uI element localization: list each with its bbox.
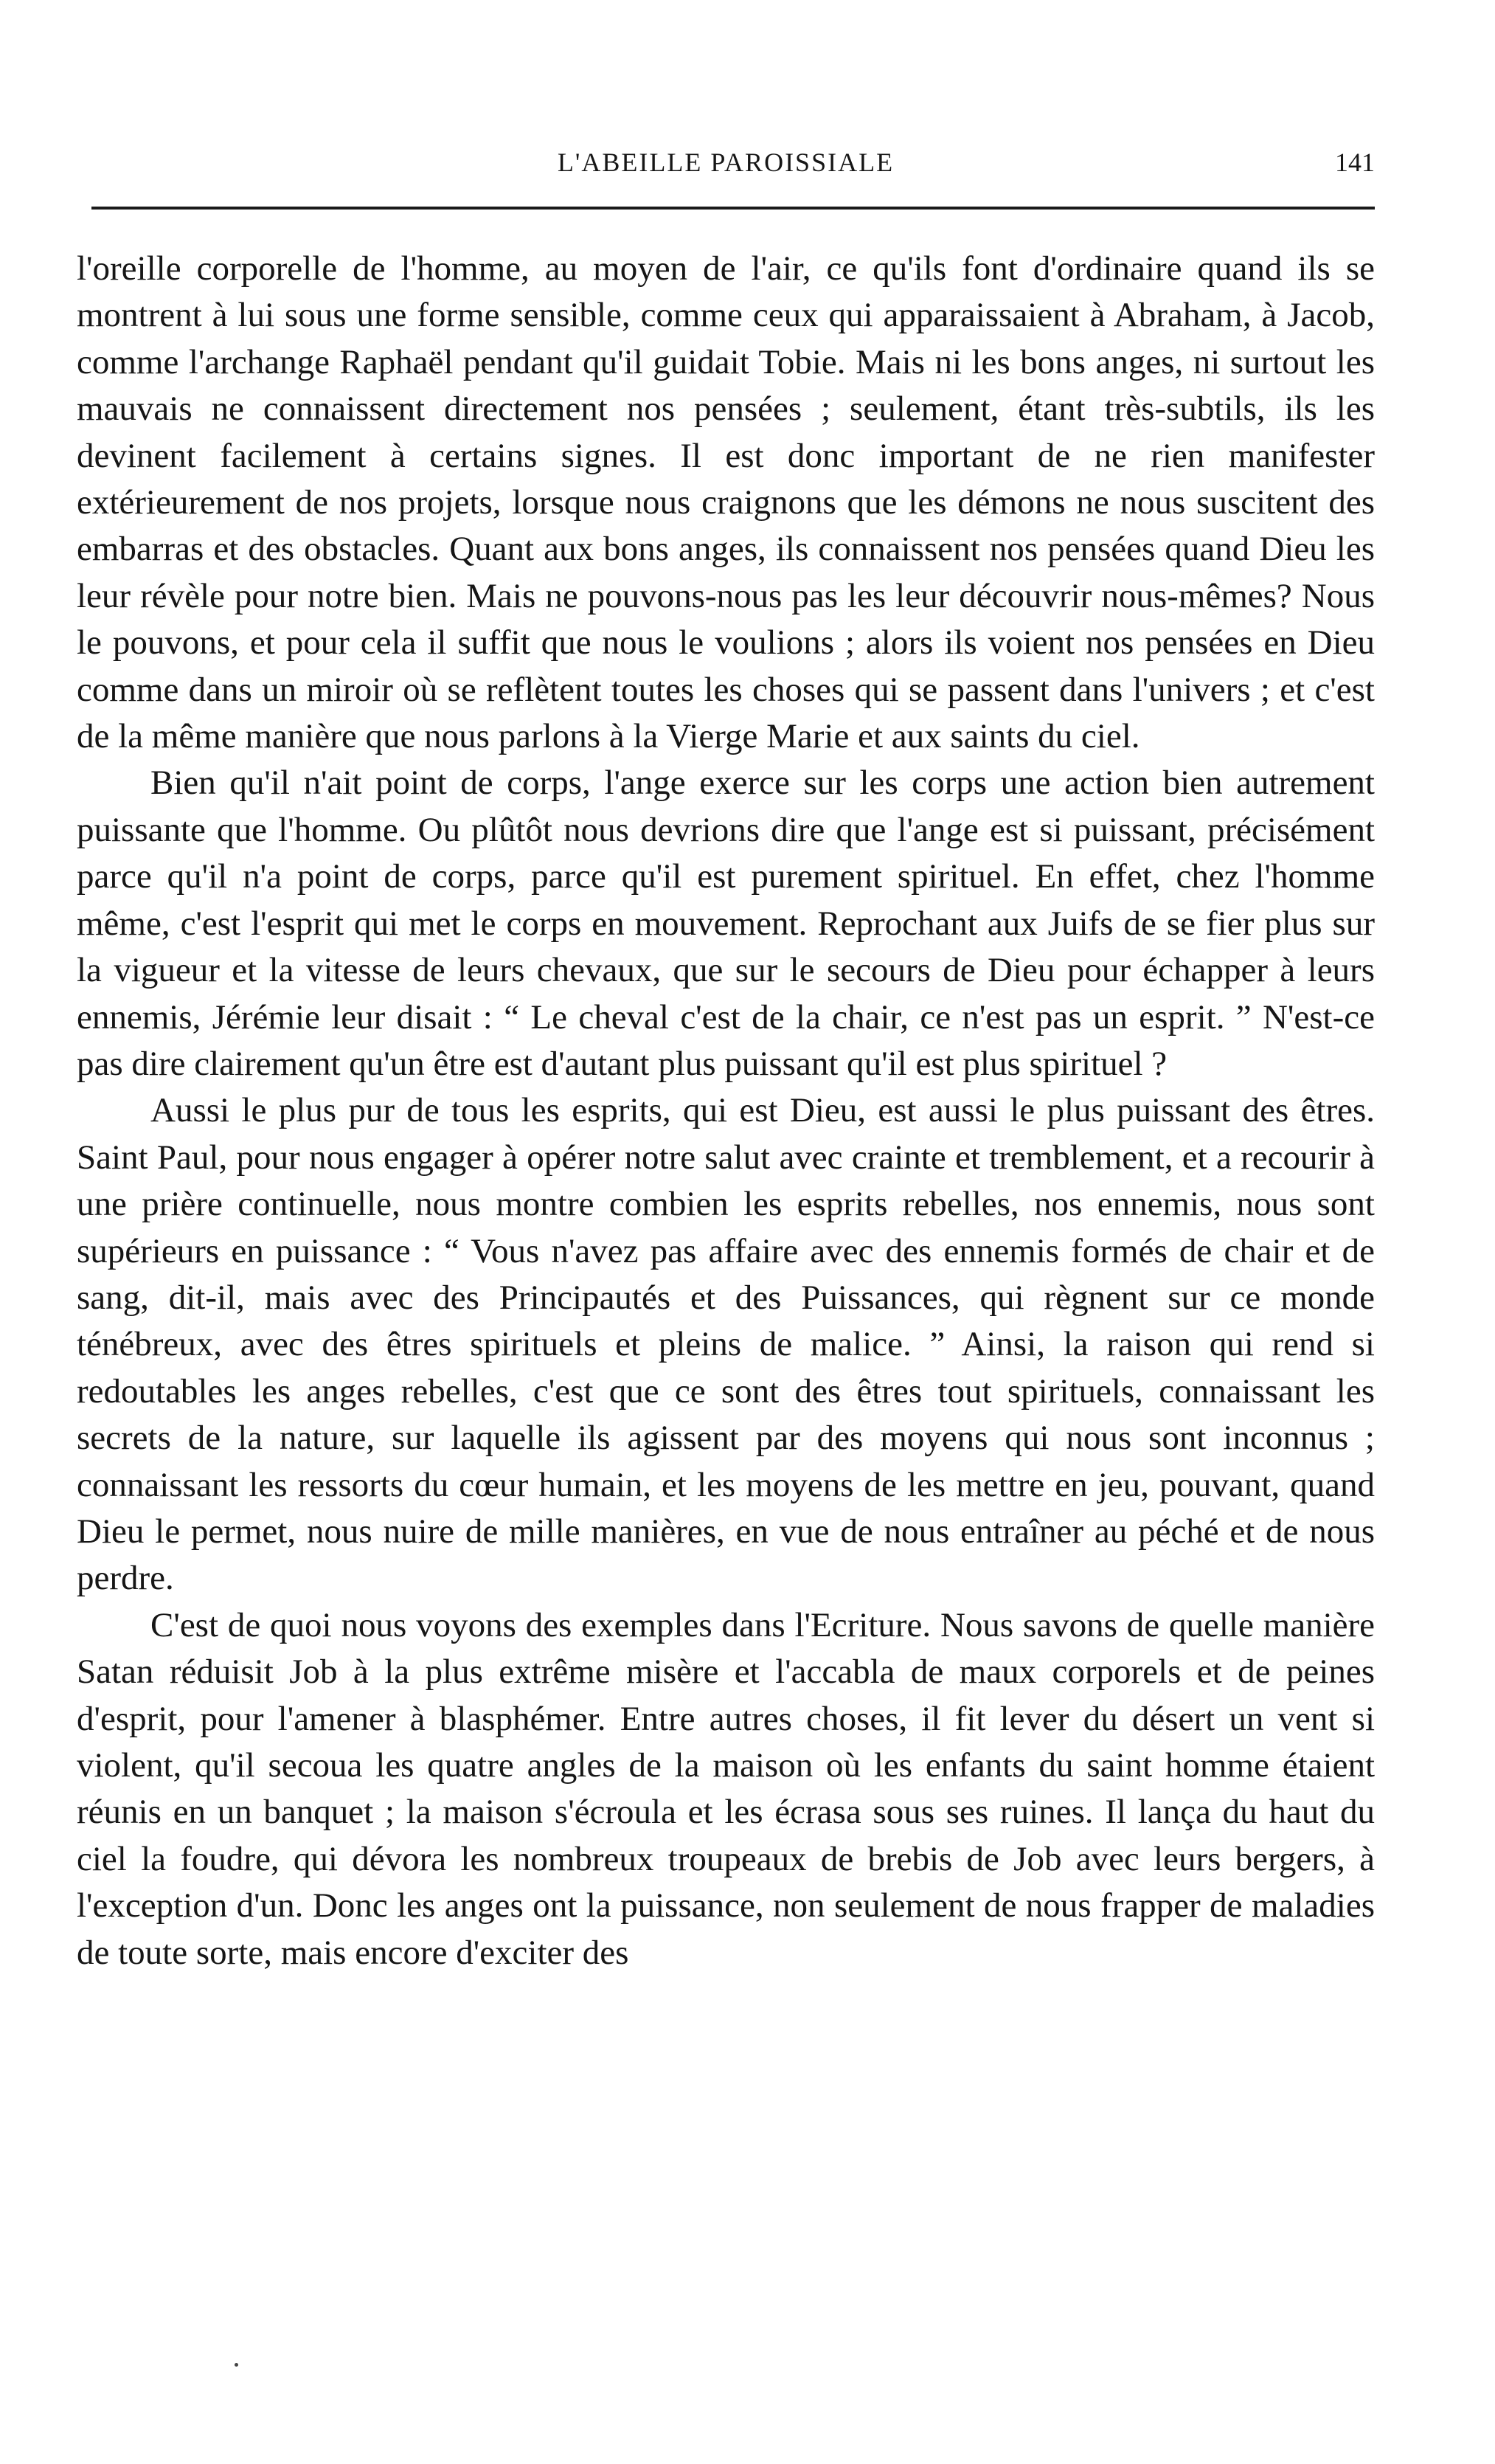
header-rule <box>91 207 1375 210</box>
body-text <box>77 246 1375 1976</box>
paragraph-1: l'oreille corporelle de l'homme, au moyen de l'air, ce qu'ils font d'ordinaire quand ils se montrent à lui sous une forme sensible, comme ceux qui apparaissaient à Abraham, à Jacob, comme l'archange Raphaël pendant qu'il guidait Tobie. Mais ni les bons anges, ni surtout les mauvais ne connaissent directement nos pensées ; seulement, étant très-subtils, ils les devinent facilement à certains signes. Il est donc important de ne rien manifester extérieurement de nos projets, lorsque nous craignons que les démons ne nous suscitent des embarras et des obstacles. Quant aux bons anges, ils connaissent nos pensées quand Dieu les leur révèle pour notre bien. Mais ne pouvons-nous pas les leur découvrir nous-mêmes? Nous le pouvons, et pour cela il suffit que nous le voulions ; alors ils voient nos pensées en Dieu comme dans un miroir où se reflètent toutes les choses qui se passent dans l'univers ; et c'est de la même manière que nous parlons à la Vierge Marie et aux saints du ciel. <box>77 249 1375 756</box>
running-title: L'ABEILLE PAROISSIALE <box>557 148 895 177</box>
paragraph-4: C'est de quoi nous voyons des exemples dans l'Ecriture. Nous savons de quelle manière Satan réduisit Job à la plus extrême misère et l'accabla de maux corporels et de peines d'esprit, pour l'amener à blasphémer. Entre autres choses, il fit lever du désert un vent si violent, qu'il secoua les quatre angles de la maison où les enfants du saint homme étaient réunis en un banquet ; la maison s'écroula et les écrasa sous ses ruines. Il lança du haut du ciel la foudre, qui dévora les nombreux troupeaux de brebis de Job avec leurs bergers, à l'exception d'un. Donc les anges ont la puissance, non seulement de nous frapper de maladies de toute sorte, mais encore d'exciter des <box>77 1605 1375 1972</box>
paragraph-2: Bien qu'il n'ait point de corps, l'ange exerce sur les corps une action bien autrement puissante que l'homme. Ou plûtôt nous devrions dire que l'ange est si puissant, précisément parce qu'il n'a point de corps, parce qu'il est purement spirituel. En effet, chez l'homme même, c'est l'esprit qui met le corps en mouvement. Reprochant aux Juifs de se fier plus sur la vigueur et la vitesse de leurs chevaux, que sur le secours de Dieu pour échapper à leurs ennemis, Jérémie leur disait : “ Le cheval c'est de la chair, ce n'est pas un esprit. ” N'est-ce pas dire clairement qu'un être est d'autant plus puissant qu'il est plus spirituel ? <box>77 764 1375 1083</box>
scan-speck <box>235 2363 238 2367</box>
book-page <box>77 0 1375 2464</box>
paragraph-3: Aussi le plus pur de tous les esprits, qui est Dieu, est aussi le plus puissant des êtres. Saint Paul, pour nous engager à opérer notre salut avec crainte et tremblement, et a recourir à une prière continuelle, nous montre combien les esprits rebelles, nos ennemis, nous sont supérieurs en puissance : “ Vous n'avez pas affaire avec des ennemis formés de chair et de sang, dit-il, mais avec des Principautés et des Puissances, qui règnent sur ce monde ténébreux, avec des êtres spirituels et pleins de malice. ” Ainsi, la raison qui rend si redoutables les anges rebelles, c'est que ce sont des êtres tout spirituels, connaissant les secrets de la nature, sur laquelle ils agissent par des moyens qui nous sont inconnus ; connaissant les ressorts du cœur humain, et les moyens de les mettre en jeu, pouvant, quand Dieu le permet, nous nuire de mille manières, en vue de nous entraîner au péché et de nous perdre. <box>77 1091 1375 1598</box>
running-head <box>77 140 1375 184</box>
page-number: 141 <box>1335 148 1375 177</box>
